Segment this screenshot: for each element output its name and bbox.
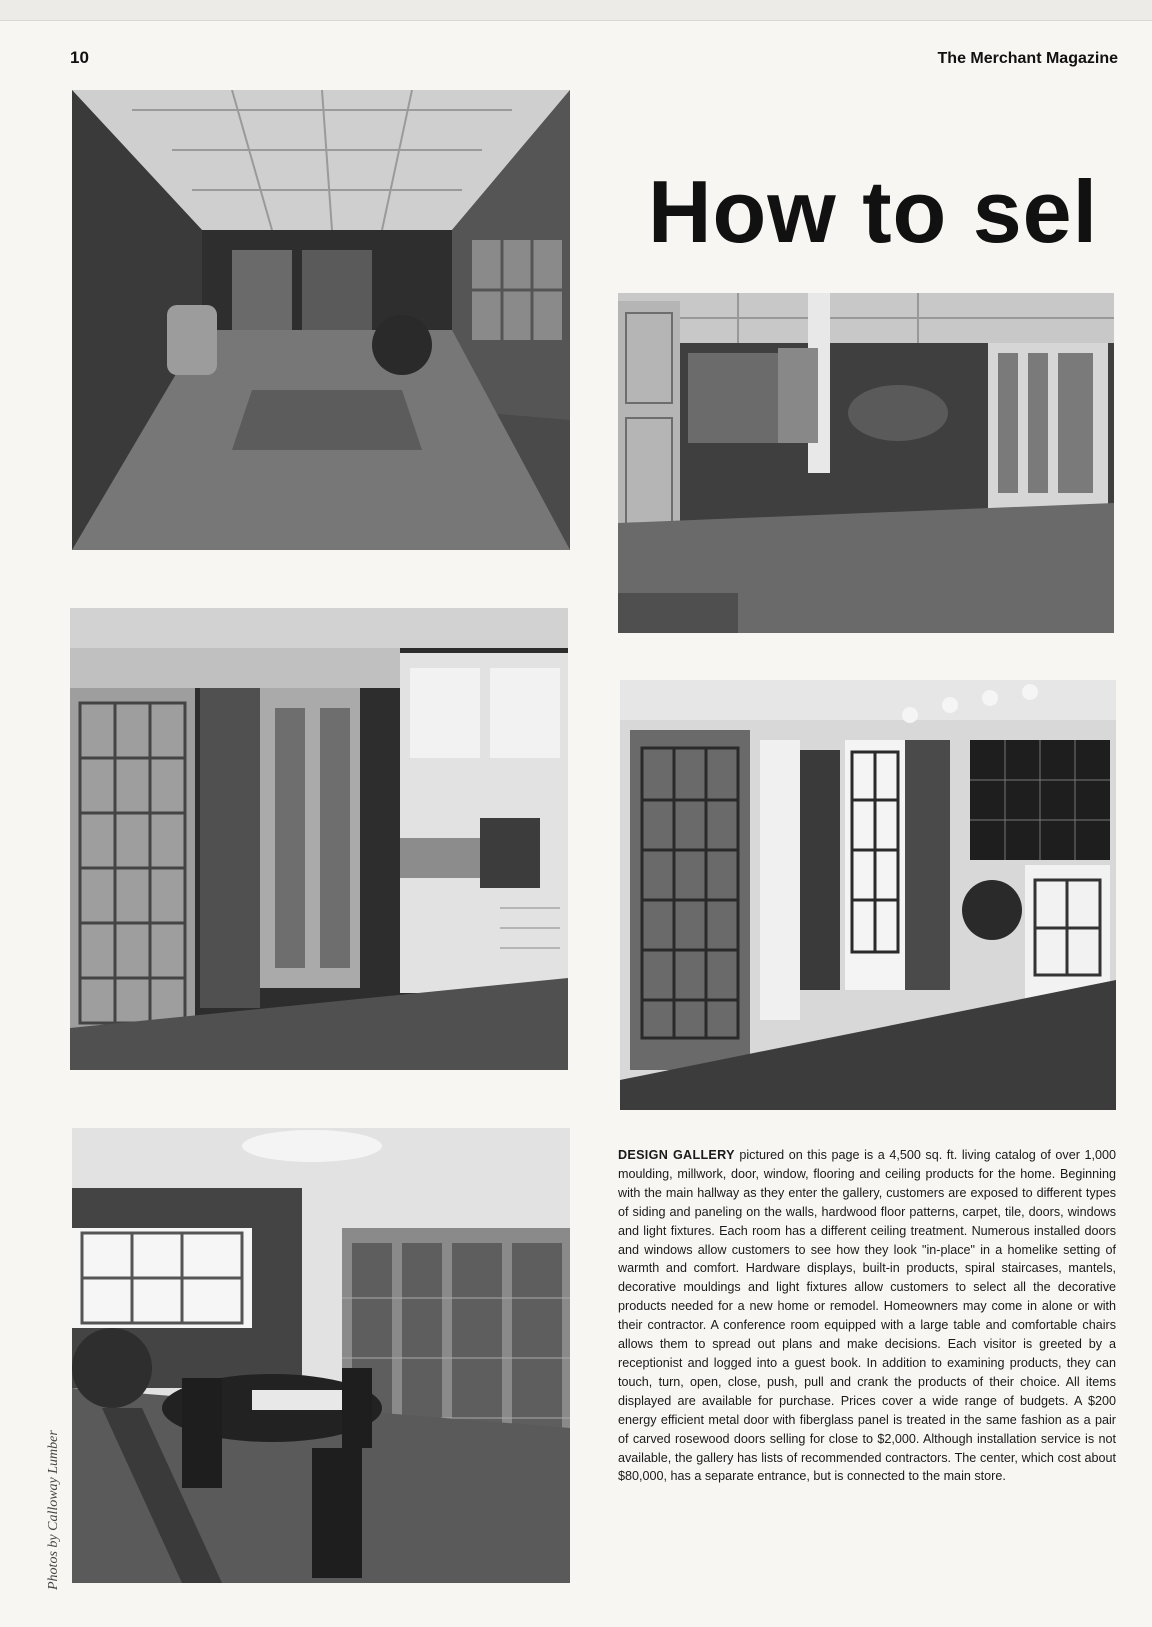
page-number: 10 [70, 48, 89, 67]
photo-doors-nutone-display [70, 608, 568, 1070]
photo-caption [618, 1146, 1116, 1486]
scan-top-strip [0, 0, 1152, 21]
photo-main-hallway [72, 90, 570, 550]
photo-conference-room [72, 1128, 570, 1583]
caption-lead: DESIGN GALLERY [618, 1148, 735, 1162]
photo-hardware-showroom [618, 293, 1114, 633]
photo-french-doors [620, 680, 1116, 1110]
magazine-title: The Merchant Magazine [937, 50, 1118, 67]
photo-credit: Photos by Calloway Lumber [46, 1430, 61, 1590]
article-headline: How to sel [648, 168, 1099, 256]
caption-body: pictured on this page is a 4,500 sq. ft. living catalog of over 1,000 moulding, millwork, door, window, flooring and ceiling products for the home. Beginning with the main hallway as they enter the gallery, customers are exposed to different types of siding and paneling on the walls, hardwood floor patterns, carpet, tile, doors, windows and light fixtures. Each room has a different ceiling treatment. Numerous installed doors and windows allow customers to see how they look "in-place" in a homelike setting of warmth and comfort. Hardware displays, built-in products, spiral staircases, mantels, decorative mouldings and light fixtures allow customers to select all the decorative products needed for a new home or remodel. Homeowners may come in alone or with their contractor. A conference room equipped with a large table and comfortable chairs allows them to spread out plans and make decisions. Each visitor is greeted by a receptionist and logged into a guest book. In addition to examining products, they can touch, turn, open, close, push, pull and crank the products of their choice. All items displayed are available for purchase. Prices cover a wide range of budgets. A $200 energy efficient metal door with fiberglass panel is treated in the same fashion as a pair of carved rosewood doors selling for close to $2,000. Although installation service is not available, the gallery has lists of recommended contractors. The center, which cost about $80,000, has a separate entrance, but is connected to the main store. [618, 1148, 1116, 1484]
